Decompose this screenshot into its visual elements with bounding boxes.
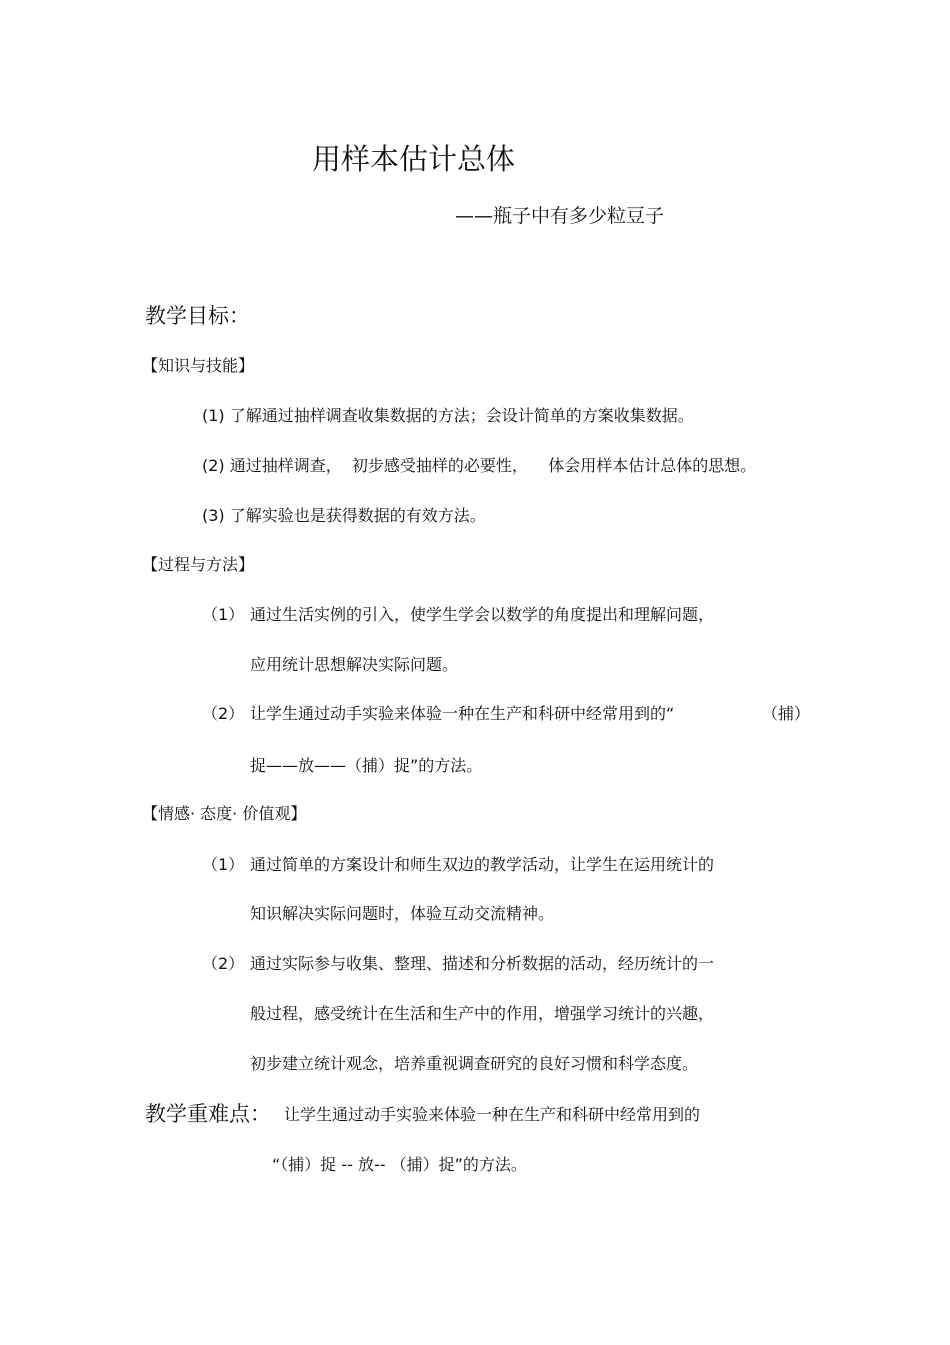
key-points-line-2: “（捕）捉 -- 放-- （捕）捉”的方法。 xyxy=(272,1155,527,1174)
objectives-heading: 教学目标： xyxy=(145,304,250,328)
knowledge-item-1: (1) 了解通过抽样调查收集数据的方法；会设计简单的方案收集数据。 xyxy=(202,406,694,425)
process-item-2-line-2: 捉——放——（捕）捉”的方法。 xyxy=(250,756,483,775)
key-points-line-1: 让学生通过动手实验来体验一种在生产和科研中经常用到的 xyxy=(284,1105,701,1124)
page-subtitle: ——瓶子中有多少粒豆子 xyxy=(455,205,665,227)
process-item-1-number: （1） xyxy=(202,605,245,624)
emotion-item-1-line-1: 通过简单的方案设计和师生双边的教学活动，让学生在运用统计的 xyxy=(250,855,715,874)
process-section-header: 【过程与方法】 xyxy=(142,555,255,574)
page-title: 用样本估计总体 xyxy=(312,142,516,176)
process-item-1-line-2: 应用统计思想解决实际问题。 xyxy=(250,655,459,674)
knowledge-section-header: 【知识与技能】 xyxy=(142,356,255,375)
key-points-label: 教学重难点： xyxy=(145,1102,271,1126)
emotion-section-header: 【情感· 态度· 价值观】 xyxy=(142,804,307,823)
emotion-item-1-line-2: 知识解决实际问题时，体验互动交流精神。 xyxy=(250,904,555,923)
process-item-1-line-1: 通过生活实例的引入，使学生学会以数学的角度提出和理解问题， xyxy=(250,605,715,624)
knowledge-item-2: (2) 通过抽样调查， 初步感受抽样的必要性， 体会用样本估计总体的思想。 xyxy=(202,456,757,475)
emotion-item-2-line-3: 初步建立统计观念，培养重视调查研究的良好习惯和科学态度。 xyxy=(250,1054,699,1073)
emotion-item-2-number: （2） xyxy=(202,954,245,973)
emotion-item-2-line-2: 般过程，感受统计在生活和生产中的作用，增强学习统计的兴趣， xyxy=(250,1004,715,1023)
knowledge-item-3: (3) 了解实验也是获得数据的有效方法。 xyxy=(202,506,486,525)
process-item-2-line-1: 让学生通过动手实验来体验一种在生产和科研中经常用到的“ xyxy=(250,704,675,723)
process-item-2-line-1-suffix: （捕） xyxy=(762,704,811,723)
emotion-item-1-number: （1） xyxy=(202,855,245,874)
process-item-2-number: （2） xyxy=(202,704,245,723)
emotion-item-2-line-1: 通过实际参与收集、整理、描述和分析数据的活动，经历统计的一 xyxy=(250,954,715,973)
